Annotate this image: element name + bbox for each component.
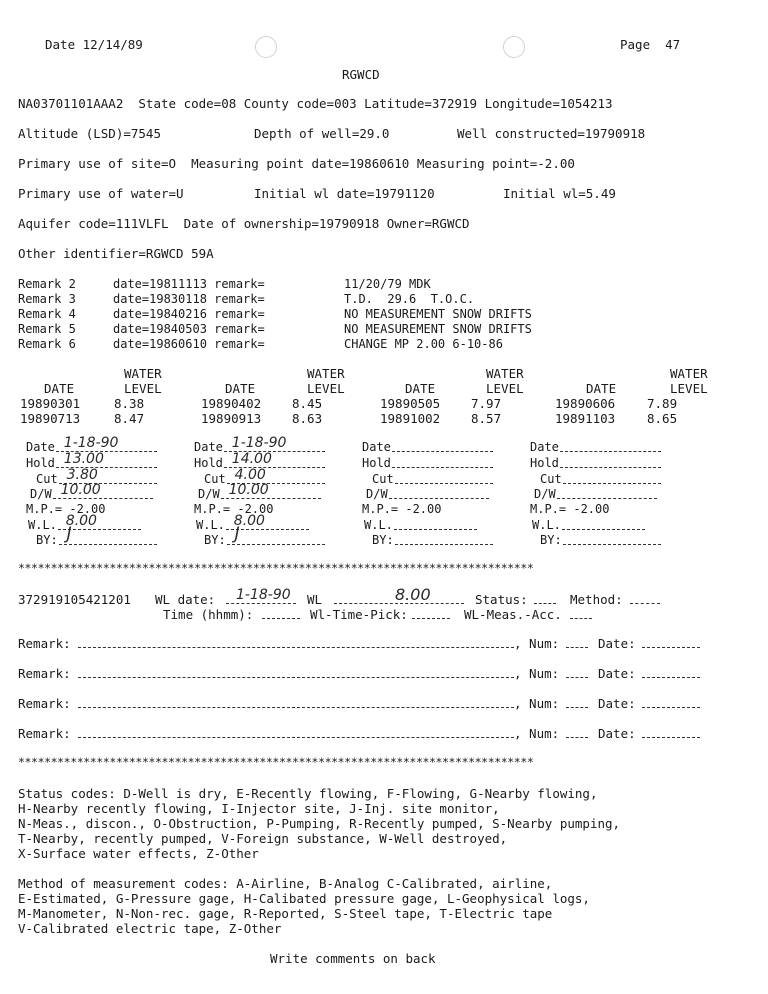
remark-num-input[interactable] [566,666,588,678]
field-label-dw: D/W [366,487,388,501]
remark-line-label: Remark: [18,666,71,681]
field-label-hold: Hold [26,456,55,470]
initial-wl: Initial wl=5.49 [503,186,616,201]
remark-date: date=19860610 remark= [113,337,265,351]
time-pick-input[interactable] [412,607,450,619]
field-label-dw: D/W [198,487,220,501]
field-label-dw: D/W [534,487,556,501]
table-cell-level: 8.57 [471,411,502,426]
field-value-date: 1-18-90 [231,435,287,451]
remark-text: 11/20/79 MDK [344,277,431,291]
status-input[interactable] [534,592,556,604]
field-label-mp: M.P.= -2.00 [362,502,442,516]
field-input-cut[interactable] [563,472,661,484]
table-cell-level: 7.97 [471,396,502,411]
remark-line-input[interactable] [78,666,514,678]
col-header-water: WATER [670,366,708,381]
remark-label: Remark 6 [18,337,76,351]
remark-line-input[interactable] [78,726,514,738]
remark-date: date=19830118 remark= [113,292,265,306]
remark-num-label: , Num: [514,726,560,741]
remark-label: Remark 5 [18,322,76,336]
wl-date-value: 1-18-90 [236,587,291,603]
field-value-by: J [234,524,240,544]
field-input-wl[interactable] [562,518,645,530]
field-label-wl: W.L. [196,518,225,532]
remark-line-label: Remark: [18,696,71,711]
field-value-date: 1-18-90 [63,435,119,451]
table-cell-level: 8.45 [292,396,323,411]
status-codes-line: N-Meas., discon., O-Obstruction, P-Pumping, R-Recently pumped, S-Nearby pumping, [18,816,621,831]
wl-date-label: WL date: [155,592,216,607]
col-header-water: WATER [486,366,524,381]
table-cell-date: 19890606 [555,396,616,411]
field-label-cut: Cut [372,472,394,486]
remark-date-label: Date: [598,726,636,741]
field-label-date: Date [26,440,55,454]
field-label-mp: M.P.= -2.00 [194,502,274,516]
depth-of-well: Depth of well=29.0 [254,126,390,141]
field-value-cut: 3.80 [66,467,98,483]
status-codes-line: X-Surface water effects, Z-Other [18,846,259,861]
page-number: Page 47 [620,37,681,52]
meas-acc-label: WL-Meas.-Acc. [464,607,562,622]
status-codes-line: H-Nearby recently flowing, I-Injector site, J-Inj. site monitor, [18,801,500,816]
table-cell-date: 19890301 [20,396,81,411]
remark-date: date=19840503 remark= [113,322,265,336]
remark-line-input[interactable] [78,696,514,708]
table-cell-level: 8.65 [647,411,678,426]
field-input-hold[interactable] [560,456,661,468]
method-codes-line: Method of measurement codes: A-Airline, B-Analog C-Calibrated, airline, [18,876,553,891]
remark-num-label: , Num: [514,666,560,681]
status-label: Status: [475,592,528,607]
remark-date-input[interactable] [642,666,700,678]
site-line-3: Primary use of site=O Measuring point date=19860610 Measuring point=-2.00 [18,156,575,171]
col-header-date: DATE [405,381,436,396]
status-codes-line: Status codes: D-Well is dry, E-Recently flowing, F-Flowing, G-Nearby flowing, [18,786,598,801]
separator-line: ******************************************************************************* [18,755,534,769]
field-label-hold: Hold [362,456,391,470]
footer-note: Write comments on back [270,951,436,966]
remark-date-label: Date: [598,636,636,651]
col-header-level: LEVEL [670,381,708,396]
field-label-by: BY: [36,533,58,547]
altitude: Altitude (LSD)=7545 [18,126,161,141]
field-input-dw[interactable] [557,487,657,499]
field-label-by: BY: [540,533,562,547]
field-input-hold[interactable] [392,456,493,468]
col-header-water: WATER [307,366,345,381]
remark-line-label: Remark: [18,726,71,741]
site-line-1: NA03701101AAA2 State code=08 County code=003 Latitude=372919 Longitude=1054213 [18,96,613,111]
remark-line-label: Remark: [18,636,71,651]
well-constructed: Well constructed=19790918 [457,126,646,141]
method-codes-line: M-Manometer, N-Non-rec. gage, R-Reported, S-Steel tape, T-Electric tape [18,906,553,921]
field-label-date: Date [530,440,559,454]
field-label-hold: Hold [530,456,559,470]
field-label-mp: M.P.= -2.00 [26,502,106,516]
field-value-hold: 13.00 [63,451,104,467]
wl-value: 8.00 [395,585,431,604]
field-input-date[interactable] [392,440,493,452]
remark-label: Remark 2 [18,277,76,291]
col-header-date: DATE [44,381,75,396]
table-cell-level: 8.63 [292,411,323,426]
remark-num-input[interactable] [566,636,588,648]
wl-label: WL [307,592,323,607]
field-value-by: J [66,524,72,544]
col-header-level: LEVEL [124,381,162,396]
status-codes-line: T-Nearby, recently pumped, V-Foreign substance, W-Well destroyed, [18,831,508,846]
time-input[interactable] [262,607,300,619]
field-value-dw: 10.00 [228,482,269,498]
field-input-by[interactable] [227,533,325,545]
remark-num-input[interactable] [566,696,588,708]
table-cell-date: 19891002 [380,411,441,426]
table-cell-date: 19890402 [201,396,262,411]
field-label-date: Date [362,440,391,454]
remark-date-label: Date: [598,696,636,711]
field-label-by: BY: [204,533,226,547]
site-line-5: Aquifer code=111VLFL Date of ownership=19790918 Owner=RGWCD [18,216,470,231]
col-header-date: DATE [225,381,256,396]
remark-date-input[interactable] [642,726,700,738]
punch-hole-right [503,36,525,58]
table-cell-level: 8.47 [114,411,145,426]
remark-date-label: Date: [598,666,636,681]
method-codes-line: E-Estimated, G-Pressure gage, H-Calibated pressure gage, L-Geophysical logs, [18,891,590,906]
field-value-hold: 14.00 [231,451,272,467]
field-label-hold: Hold [194,456,223,470]
field-input-date[interactable] [560,440,661,452]
field-input-wl[interactable] [394,518,477,530]
field-value-dw: 10.00 [60,482,101,498]
field-value-wl: 8.00 [233,513,265,529]
table-cell-date: 19891103 [555,411,616,426]
remark-line-input[interactable] [78,636,514,648]
field-value-cut: 4.00 [234,467,266,483]
col-header-level: LEVEL [307,381,345,396]
table-cell-date: 19890505 [380,396,441,411]
field-label-cut: Cut [204,472,226,486]
field-label-cut: Cut [540,472,562,486]
site-line-6: Other identifier=RGWCD 59A [18,246,214,261]
field-label-wl: W.L. [364,518,393,532]
table-cell-level: 7.89 [647,396,678,411]
field-input-by[interactable] [563,533,661,545]
punch-hole-left [255,36,277,58]
field-label-cut: Cut [36,472,58,486]
col-header-water: WATER [124,366,162,381]
time-label: Time (hhmm): [163,607,254,622]
site-id: 372919105421201 [18,592,131,607]
print-date: Date 12/14/89 [45,37,143,52]
meas-acc-input[interactable] [570,607,592,619]
field-label-dw: D/W [30,487,52,501]
field-value-wl: 8.00 [65,513,97,529]
remark-date: date=19840216 remark= [113,307,265,321]
time-pick-label: Wl-Time-Pick: [310,607,408,622]
remark-text: CHANGE MP 2.00 6-10-86 [344,337,503,351]
remark-text: NO MEASUREMENT SNOW DRIFTS [344,322,532,336]
remark-num-label: , Num: [514,696,560,711]
col-header-level: LEVEL [486,381,524,396]
table-cell-level: 8.38 [114,396,145,411]
remark-date: date=19811113 remark= [113,277,265,291]
method-codes-line: V-Calibrated electric tape, Z-Other [18,921,282,936]
initial-wl-date: Initial wl date=19791120 [254,186,435,201]
remark-label: Remark 4 [18,307,76,321]
remark-num-input[interactable] [566,726,588,738]
field-label-wl: W.L. [532,518,561,532]
remark-date-input[interactable] [642,636,700,648]
field-input-cut[interactable] [395,472,493,484]
separator-line: ******************************************************************************* [18,561,534,575]
field-input-by[interactable] [395,533,493,545]
field-label-by: BY: [372,533,394,547]
remark-date-input[interactable] [642,696,700,708]
col-header-date: DATE [586,381,617,396]
method-input[interactable] [630,592,660,604]
field-label-date: Date [194,440,223,454]
field-input-dw[interactable] [389,487,489,499]
remark-num-label: , Num: [514,636,560,651]
field-label-wl: W.L. [28,518,57,532]
primary-use-water: Primary use of water=U [18,186,184,201]
remark-text: NO MEASUREMENT SNOW DRIFTS [344,307,532,321]
table-cell-date: 19890713 [20,411,81,426]
remark-text: T.D. 29.6 T.O.C. [344,292,475,306]
agency-title: RGWCD [342,67,380,82]
field-input-by[interactable] [59,533,157,545]
field-label-mp: M.P.= -2.00 [530,502,610,516]
method-label: Method: [570,592,623,607]
remark-label: Remark 3 [18,292,76,306]
table-cell-date: 19890913 [201,411,262,426]
